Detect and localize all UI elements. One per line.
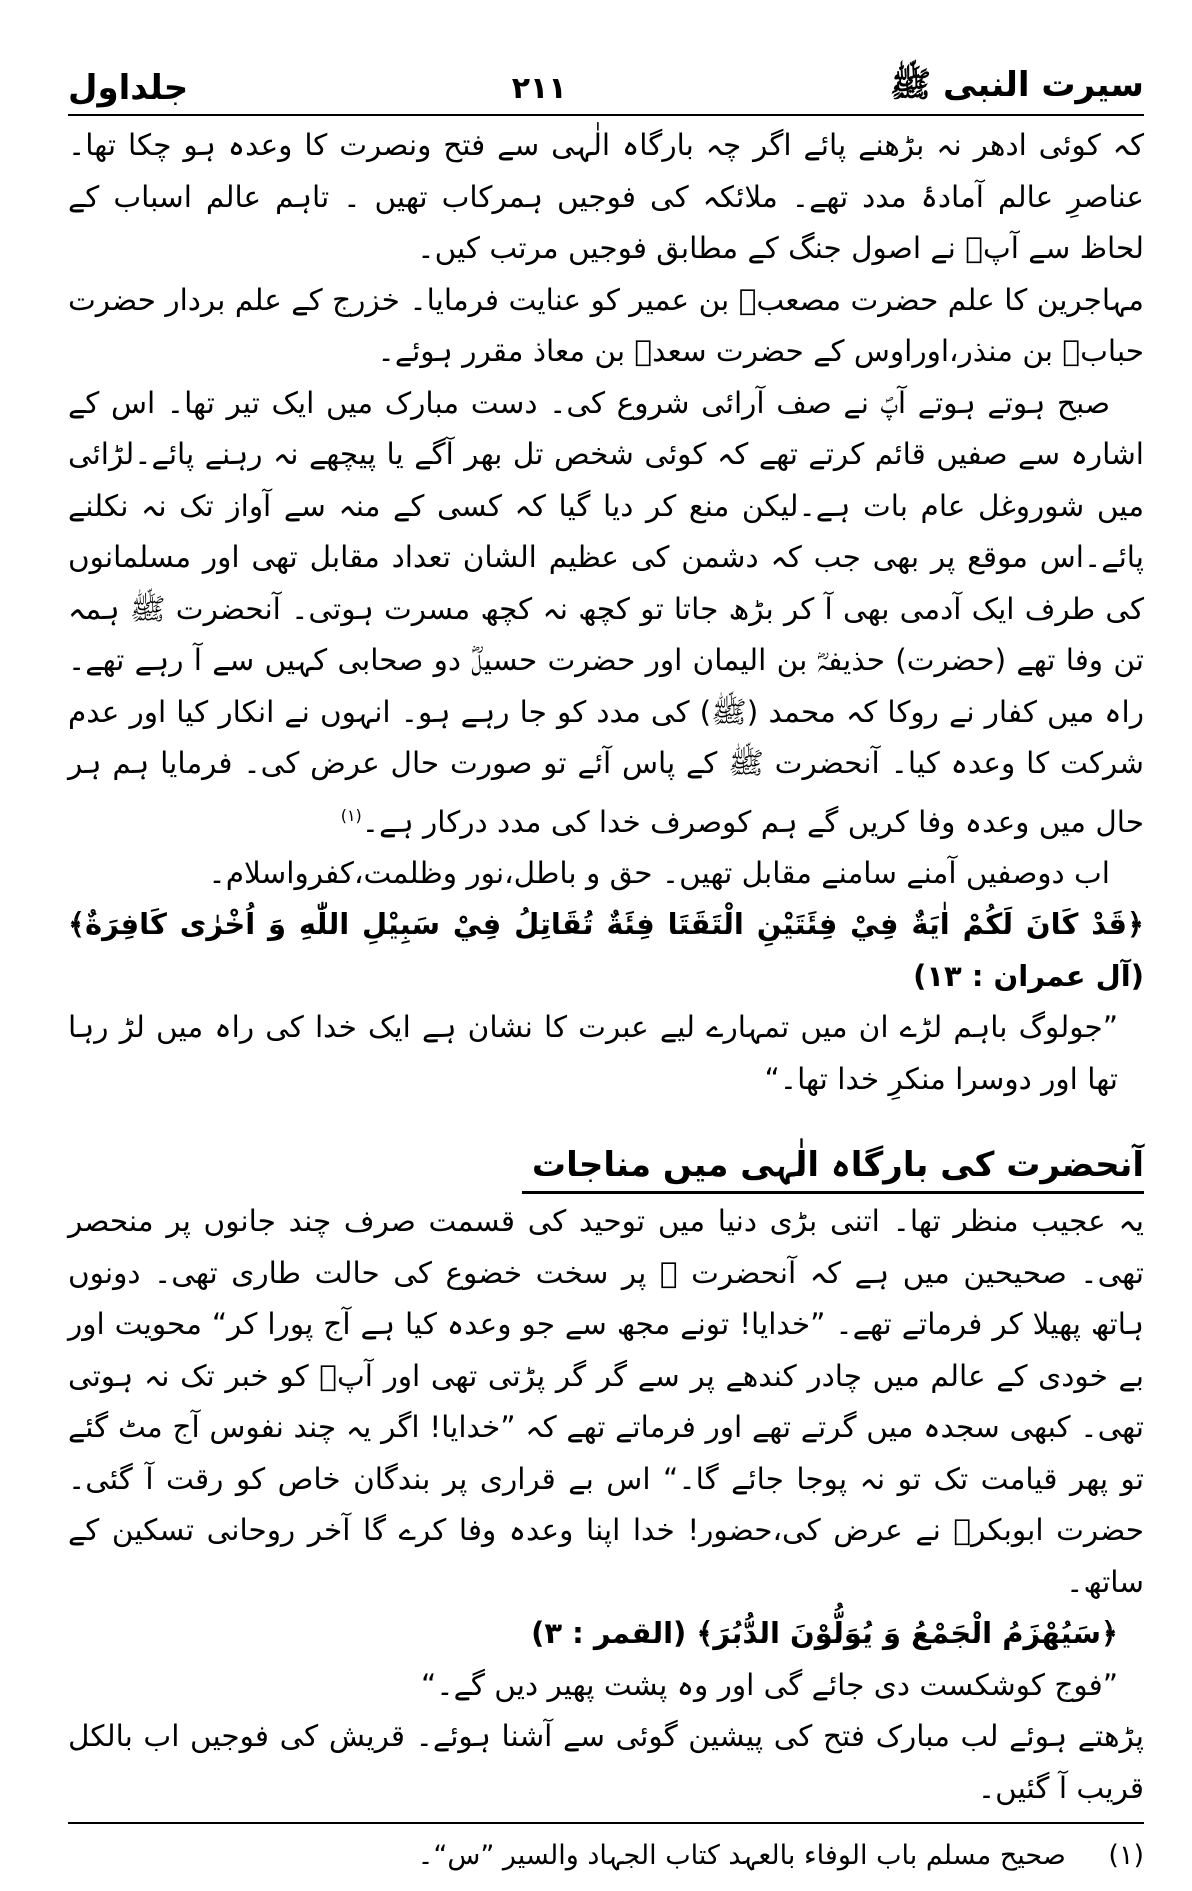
paragraph-3 bbox=[68, 378, 1144, 848]
verse-2-translation: ”فوج کوشکست دی جائے گی اور وہ پشت پھیر دیں گے۔“ bbox=[421, 1667, 1118, 1702]
verse-2-text: ﴿سَيُهْزَمُ الْجَمْعُ وَ يُوَلُّوْنَ الدُّبُرَ﴾ bbox=[696, 1616, 1118, 1651]
page-number: ۲۱۱ bbox=[511, 70, 567, 106]
section-title: آنحضرت کی بارگاہ الٰہی میں مناجات bbox=[522, 1143, 1144, 1194]
paragraph-4: اب دوصفیں آمنے سامنے مقابل تھیں۔ حق و باطل،نور وظلمت،کفرواسلام۔ bbox=[208, 855, 1110, 890]
closing-paragraph: پڑھتے ہوئے لب مبارک فتح کی پیشین گوئی سے آشنا ہوئے۔ قریش کی فوجیں اب بالکل قریب آ گئیں۔ bbox=[68, 1719, 1144, 1805]
verse-2-reference: (القمر : ۳) bbox=[531, 1616, 687, 1651]
footnote bbox=[68, 1838, 1144, 1874]
header-rule bbox=[68, 114, 1144, 116]
footnote-marker[interactable]: (۱) bbox=[340, 805, 362, 825]
section-heading bbox=[68, 1143, 1144, 1194]
main-text bbox=[68, 120, 1144, 1814]
book-title: سیرت النبی ﷺ bbox=[890, 64, 1144, 105]
quran-verse-2 bbox=[68, 1608, 1144, 1660]
verse-1-reference: (آل عمران : ۱۳) bbox=[913, 958, 1144, 993]
verse-1-translation: ”جولوگ باہم لڑے ان میں تمہارے لیے عبرت کا نشان ہے ایک خدا کی راہ میں لڑ رہا تھا اور دوسرا منکرِ خدا تھا۔“ bbox=[68, 1010, 1118, 1096]
quran-verse-1 bbox=[68, 899, 1144, 1002]
paragraph-3-text: صبح ہوتے ہوتے آپؐ نے صف آرائی شروع کی۔ دست مبارک میں ایک تیر تھا۔ اس کے اشارہ سے صفیں قائم کرتے تھے کہ کوئی شخص تل بھر آگے یا پیچھے نہ رہنے پائے۔لڑائی میں شوروغل عام بات ہے۔لیکن منع کر دیا گیا کہ کسی کے منہ سے آواز تک نہ نکلنے پائے۔اس موقع پر بھی جب کہ دشمن کی عظیم الشان تعداد مقابل تھی اور مسلمانوں کی طرف ایک آدمی بھی آ کر بڑھ جاتا تو کچھ نہ کچھ مسرت ہوتی۔ آنحضرت ﷺ ہمہ تن وفا تھے (حضرت) حذیفہؓ بن الیمان اور حضرت حسیلؓ دو صحابی کہیں سے آ رہے تھے۔ راہ میں کفار نے روکا کہ محمد (ﷺ) کی مدد کو جا رہے ہو۔ انہوں نے انکار کیا اور عدم شرکت کا وعدہ کیا۔ آنحضرت ﷺ کے پاس آئے تو صورت حال عرض کی۔ فرمایا ہم ہر حال میں وعدہ وفا کریں گے ہم کوصرف خدا کی مدد درکار ہے۔ bbox=[68, 385, 1144, 839]
paragraph-1: کہ کوئی ادھر نہ بڑھنے پائے اگر چہ بارگاہ الٰہی سے فتح ونصرت کا وعدہ ہو چکا تھا۔عناصرِ عالم آمادۂ مدد تھے۔ ملائکہ کی فوجیں ہمرکاب تھیں ۔ تاہم عالم اسباب کے لحاظ سے آپؐ نے اصول جنگ کے مطابق فوجیں مرتب کیں۔ bbox=[68, 128, 1144, 265]
volume-label: جلداول bbox=[68, 68, 189, 108]
footnote-text: صحیح مسلم باب الوفاء بالعہد کتاب الجہاد والسیر ”س“۔ bbox=[417, 1840, 1066, 1871]
footnote-rule bbox=[68, 1822, 1144, 1824]
verse-1-text: ﴿قَدْ كَانَ لَكُمْ اٰيَةٌ فِيْ فِئَتَيْنِ الْتَقَتَا فِئَةٌ تُقَاتِلُ فِيْ سَبِيْلِ اللّٰهِ وَ اُخْرٰى كَافِرَةٌ﴾ bbox=[68, 907, 1144, 942]
page-header bbox=[68, 66, 1144, 110]
section-paragraph-1: یہ عجیب منظر تھا۔ اتنی بڑی دنیا میں توحید کی قسمت صرف چند جانوں پر منحصر تھی۔ صحیحین میں ہے کہ آنحضرت ﷺ پر سخت خضوع کی حالت طاری تھی۔ دونوں ہاتھ پھیلا کر فرماتے تھے۔ ”خدایا! تونے مجھ سے جو وعدہ کیا ہے آج پورا کر“ محویت اور بے خودی کے عالم میں چادر کندھے پر سے گر گر پڑتی تھی اور آپؐ کو خبر تک نہ ہوتی تھی۔ کبھی سجدہ میں گرتے تھے اور فرماتے تھے کہ ”خدایا! اگر یہ چند نفوس آج مٹ گئے تو پھر قیامت تک تو نہ پوجا جائے گا۔“ اس بے قراری پر بندگان خاص کو رقت آ گئی۔ حضرت ابوبکرؓ نے عرض کی،حضور! خدا اپنا وعدہ وفا کرے گا آخر روحانی تسکین کے ساتھ۔ bbox=[68, 1204, 1144, 1599]
footnote-number: (۱) bbox=[1108, 1840, 1144, 1871]
paragraph-2: مہاجرین کا علم حضرت مصعبؓ بن عمیر کو عنایت فرمایا۔ خزرج کے علم بردار حضرت حبابؓ بن منذر،اوراوس کے حضرت سعدؓ بن معاذ مقرر ہوئے۔ bbox=[68, 282, 1144, 368]
